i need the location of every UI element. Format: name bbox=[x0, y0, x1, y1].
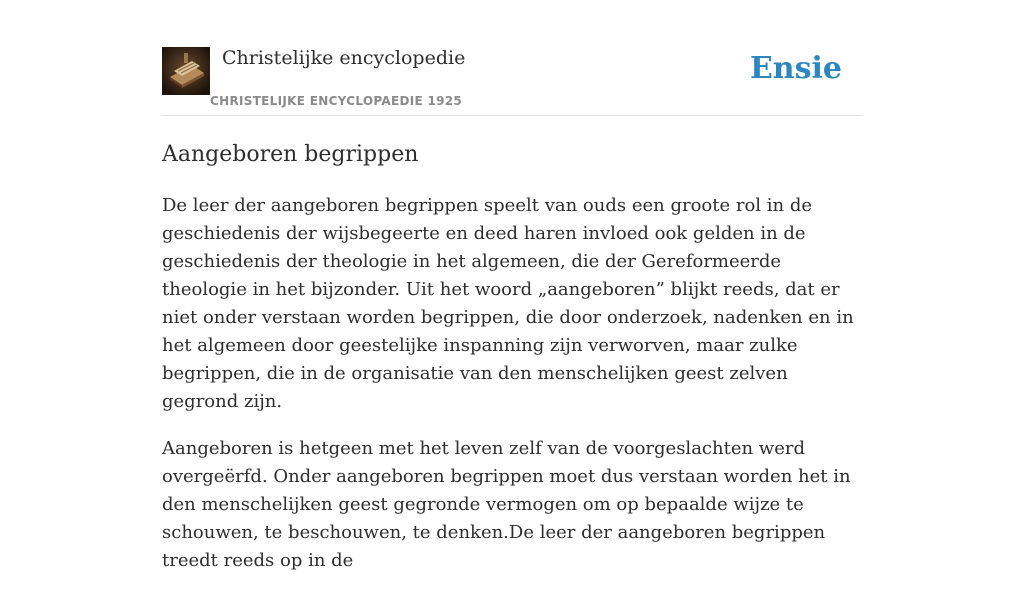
site-header bbox=[162, 47, 862, 116]
avatar[interactable] bbox=[162, 47, 210, 95]
article-title: Aangeboren begrippen bbox=[162, 142, 419, 167]
article-paragraph: Aangeboren is hetgeen met het leven zelf van de voorgeslachten werd overgeërfd. Onder aangeboren begrippen moet dus verstaan worden het in den menschelijken geest gegronde vermogen om op bepaalde wijze te schouwen, te beschouwen, te denken.De leer der aangeboren begrippen treedt reeds op in de bbox=[162, 438, 851, 571]
site-subtitle: CHRISTELIJKE ENCYCLOPAEDIE 1925 bbox=[210, 94, 463, 108]
article-body bbox=[162, 192, 862, 594]
article-paragraph: De leer der aangeboren begrippen speelt van ouds een groote rol in de geschiedenis der wijsbegeerte en deed haren invloed ook gelden in de geschiedenis der theologie in het algemeen, die der Gereformeerde theologie in het bijzonder. Uit het woord „aangeboren” blijkt reeds, dat er niet onder verstaan worden begrippen, die door onderzoek, nadenken en in het algemeen door geestelijke inspanning zijn verworven, maar zulke begrippen, die in de organisatie van den menschelijken geest zelven gegrond zijn. bbox=[162, 195, 854, 412]
book-stack-photo-icon bbox=[162, 47, 210, 95]
brand-logo[interactable]: Ensie bbox=[749, 51, 842, 86]
site-title[interactable]: Christelijke encyclopedie bbox=[222, 47, 466, 69]
